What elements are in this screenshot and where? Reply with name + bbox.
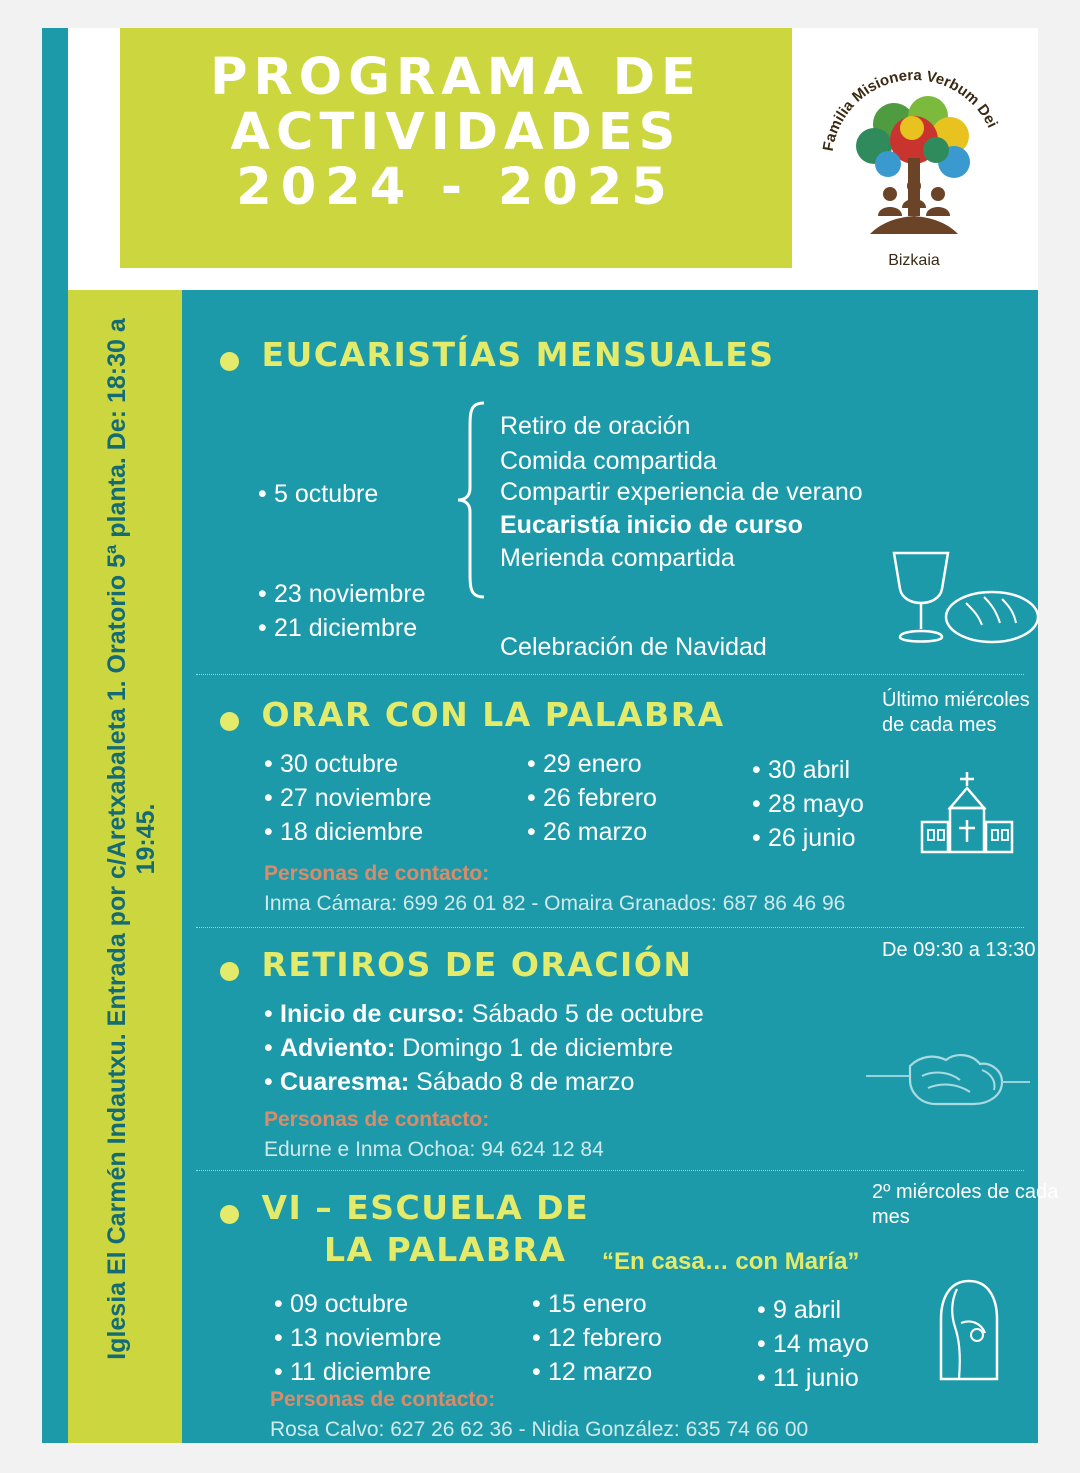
retiro-label: Inicio de curso: bbox=[280, 1000, 465, 1028]
list-item bbox=[264, 1034, 964, 1063]
contact-label: Personas de contacto: bbox=[270, 1388, 496, 1411]
list-item: • 15 enero bbox=[532, 1290, 752, 1319]
brace-item: Merienda compartida bbox=[500, 544, 735, 572]
hands-icon bbox=[862, 1030, 1032, 1120]
retiro-value: Sábado 5 de octubre bbox=[464, 1000, 704, 1028]
title-line-2: ACTIVIDADES bbox=[230, 103, 682, 163]
list-item bbox=[264, 1068, 964, 1097]
church-icon bbox=[912, 770, 1022, 855]
chalice-bread-icon bbox=[882, 545, 1042, 655]
title-line-1: PROGRAMA DE bbox=[210, 48, 702, 107]
mary-icon bbox=[927, 1275, 1017, 1385]
escuela-subtitle: “En casa… con María” bbox=[602, 1248, 860, 1275]
list-item: • 13 noviembre bbox=[274, 1324, 524, 1353]
list-item: • 11 diciembre bbox=[274, 1358, 524, 1387]
brace-item: Compartir experiencia de verano bbox=[500, 478, 863, 506]
list-item: • 9 abril bbox=[757, 1296, 957, 1325]
section-title-eucaristias: EUCARISTÍAS MENSUALES bbox=[261, 335, 775, 374]
list-item bbox=[264, 1000, 964, 1029]
list-item: • 26 febrero bbox=[527, 784, 747, 813]
logo bbox=[808, 66, 1020, 280]
section-title-escuela-line1: VI – ESCUELA DE bbox=[261, 1188, 590, 1227]
sidebar-teal-accent bbox=[42, 290, 68, 1443]
retiros-note: De 09:30 a 13:30 bbox=[882, 939, 1036, 961]
logo-caption: Bizkaia bbox=[888, 252, 940, 269]
brace-item: Retiro de oración bbox=[500, 412, 691, 440]
list-item: • 30 octubre bbox=[264, 750, 514, 779]
list-item: • 09 octubre bbox=[274, 1290, 524, 1319]
venue-info-text: Iglesia El Carmén Indautxu. Entrada por c/Aretxabaleta 1. Oratorio 5ª planta. De: 18:30 a 19:45. bbox=[103, 318, 160, 1360]
contact-value: Rosa Calvo: 627 26 62 36 - Nidia González: 635 74 66 00 bbox=[270, 1418, 809, 1441]
list-item: • 12 febrero bbox=[532, 1324, 752, 1353]
section-bullet-icon bbox=[220, 712, 239, 731]
title-line-3: 2024 - 2025 bbox=[236, 158, 676, 218]
list-item: • 28 mayo bbox=[752, 790, 952, 819]
divider bbox=[196, 1170, 1024, 1171]
contact-label: Personas de contacto: bbox=[264, 862, 490, 885]
list-item: • 23 noviembre bbox=[258, 580, 498, 609]
section-bullet-icon bbox=[220, 962, 239, 981]
contact-value: Edurne e Inma Ochoa: 94 624 12 84 bbox=[264, 1138, 604, 1161]
list-item: • 18 diciembre bbox=[264, 818, 514, 847]
escuela-note: 2º miércoles de cada mes bbox=[872, 1181, 1059, 1228]
divider bbox=[196, 674, 1024, 675]
retiro-value: Domingo 1 de diciembre bbox=[395, 1034, 674, 1062]
list-item: • 29 enero bbox=[527, 750, 747, 779]
brace-item: Comida compartida bbox=[500, 447, 717, 475]
section-bullet-icon bbox=[220, 352, 239, 371]
list-item: • 11 junio bbox=[757, 1364, 957, 1393]
poster bbox=[42, 28, 1059, 1443]
section-title-orar: ORAR CON LA PALABRA bbox=[261, 695, 725, 734]
list-item: • 12 marzo bbox=[532, 1358, 752, 1387]
main-panel bbox=[182, 290, 1059, 1443]
list-item: • 30 abril bbox=[752, 756, 952, 785]
december-note: Celebración de Navidad bbox=[500, 633, 767, 661]
contact-label: Personas de contacto: bbox=[264, 1108, 490, 1131]
svg-text:Familia Misionera Verbum Dei: Familia Misionera Verbum Dei bbox=[819, 66, 1001, 153]
retiro-value: Sábado 8 de marzo bbox=[409, 1068, 635, 1096]
list-item: • 21 diciembre bbox=[258, 614, 498, 643]
contact-value: Inma Cámara: 699 26 01 82 - Omaira Granados: 687 86 46 96 bbox=[264, 892, 846, 915]
list-item: • 27 noviembre bbox=[264, 784, 514, 813]
divider bbox=[196, 927, 1024, 928]
header bbox=[42, 28, 1038, 290]
list-item: • 14 mayo bbox=[757, 1330, 957, 1359]
list-item: • 5 octubre bbox=[258, 480, 458, 509]
orar-note: Último miércoles de cada mes bbox=[882, 689, 1030, 736]
brace-icon bbox=[454, 400, 490, 605]
list-item: • 26 marzo bbox=[527, 818, 747, 847]
brace-item-highlight: Eucaristía inicio de curso bbox=[500, 511, 803, 539]
list-item: • 26 junio bbox=[752, 824, 952, 853]
retiro-label: Cuaresma: bbox=[280, 1068, 410, 1096]
header-teal-accent bbox=[42, 28, 68, 290]
section-title-escuela-line2: LA PALABRA bbox=[324, 1230, 567, 1269]
tree-logo-icon bbox=[808, 66, 1020, 256]
section-bullet-icon bbox=[220, 1205, 239, 1224]
section-title-retiros: RETIROS DE ORACIÓN bbox=[261, 945, 693, 984]
retiro-label: Adviento: bbox=[280, 1034, 396, 1062]
page-title bbox=[120, 48, 792, 218]
